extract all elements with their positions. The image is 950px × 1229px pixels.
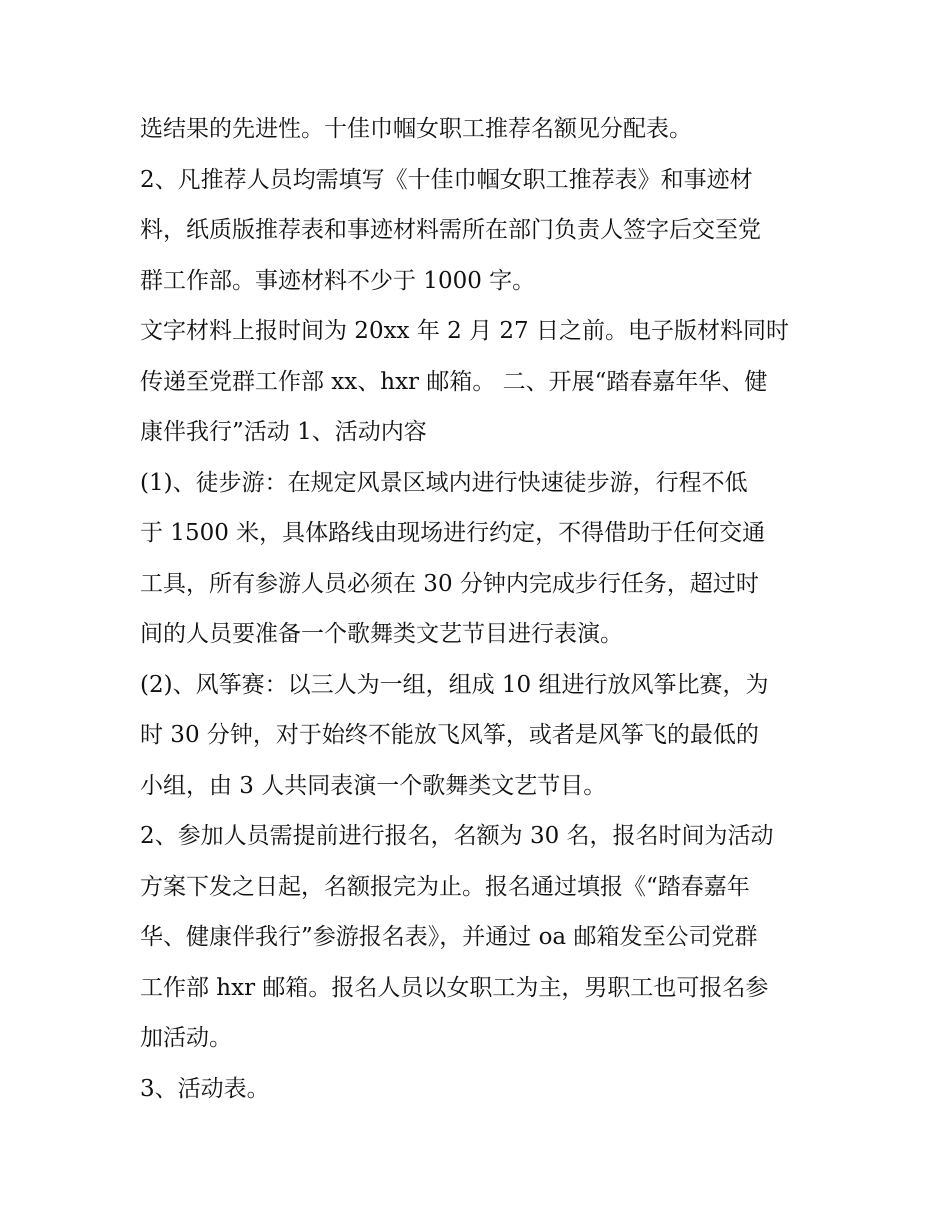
text-line: (2)、风筝赛：以三人为一组，组成 10 组进行放风筝比赛，为 — [140, 671, 769, 698]
text-line: 工作部 hxr 邮箱。报名人员以女职工为主，男职工也可报名参 — [140, 974, 769, 1001]
text-line: 2、凡推荐人员均需填写《十佳巾帼女职工推荐表》和事迹材 — [140, 166, 753, 193]
text-line: (1)、徒步游：在规定风景区域内进行快速徒步游，行程不低 — [140, 469, 748, 496]
text-line: 料，纸质版推荐表和事迹材料需所在部门负责人签字后交至党 — [140, 217, 761, 243]
text-line: 于 1500 米，具体路线由现场进行约定，不得借助于任何交通 — [140, 520, 766, 546]
text-line: 选结果的先进性。十佳巾帼女职工推荐名额见分配表。 — [140, 116, 692, 142]
text-line: 加活动。 — [140, 1025, 232, 1051]
text-line: 工具，所有参游人员必须在 30 分钟内完成步行任务，超过时 — [140, 570, 759, 597]
text-line: 2、参加人员需提前进行报名，名额为 30 名，报名时间为活动 — [140, 823, 774, 849]
body-text — [140, 104, 820, 1114]
text-line: 小组，由 3 人共同表演一个歌舞类文艺节目。 — [140, 772, 607, 799]
text-line: 华、健康伴我行”参游报名表》，并通过 oa 邮箱发至公司党群 — [140, 924, 758, 950]
text-line: 方案下发之日起，名额报完为止。报名通过填报《“踏春嘉年 — [140, 873, 750, 900]
text-line: 文字材料上报时间为 20xx 年 2 月 27 日之前。电子版材料同时 — [140, 318, 789, 344]
text-line: 时 30 分钟，对于始终不能放飞风筝，或者是风筝飞的最低的 — [140, 722, 759, 748]
text-line: 传递至党群工作部 xx、hxr 邮箱。 二、开展“踏春嘉年华、健 — [140, 368, 768, 395]
text-line: 群工作部。事迹材料不少于 1000 字。 — [140, 267, 536, 294]
text-line: 3、活动表。 — [140, 1075, 270, 1102]
text-line: 康伴我行”活动 1、活动内容 — [140, 419, 427, 445]
text-line: 间的人员要准备一个歌舞类文艺节目进行表演。 — [140, 621, 623, 647]
